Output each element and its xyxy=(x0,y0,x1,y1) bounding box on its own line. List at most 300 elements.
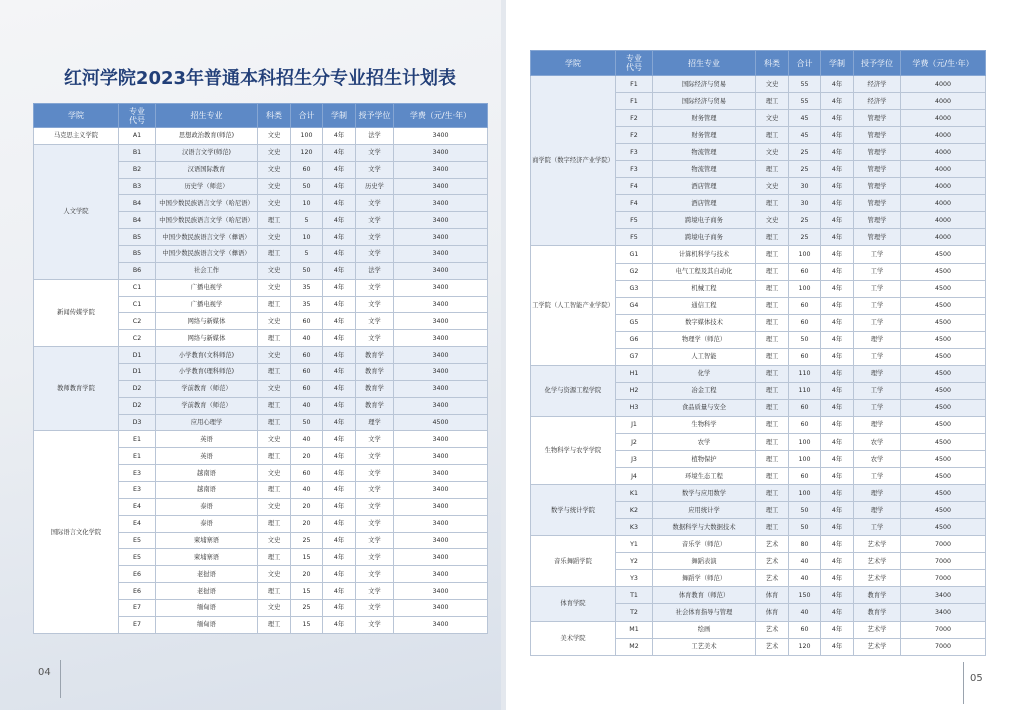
total-cell: 20 xyxy=(291,566,323,583)
duration-cell: 4年 xyxy=(323,448,356,465)
degree-cell: 文学 xyxy=(356,246,394,263)
total-cell: 30 xyxy=(789,195,821,212)
major-code-cell: G7 xyxy=(616,348,653,365)
total-cell: 60 xyxy=(291,380,323,397)
college-cell: 马克思主义学院 xyxy=(34,128,119,145)
category-cell: 理工 xyxy=(258,549,291,566)
major-code-cell: E6 xyxy=(119,583,156,600)
major-name-cell: 植物保护 xyxy=(653,451,756,468)
college-cell: 新闻传媒学院 xyxy=(34,279,119,346)
total-cell: 120 xyxy=(789,638,821,655)
major-name-cell: 生物科学 xyxy=(653,416,756,433)
degree-cell: 工学 xyxy=(854,280,901,297)
duration-cell: 4年 xyxy=(323,128,356,145)
tuition-cell: 3400 xyxy=(394,566,488,583)
category-cell: 文史 xyxy=(258,178,291,195)
major-code-cell: E5 xyxy=(119,549,156,566)
page-number-rule-right xyxy=(963,662,964,704)
college-cell: 教师教育学院 xyxy=(34,347,119,431)
duration-cell: 4年 xyxy=(323,532,356,549)
tuition-cell: 4000 xyxy=(901,178,986,195)
major-code-cell: F1 xyxy=(616,76,653,93)
major-code-cell: F2 xyxy=(616,110,653,127)
category-cell: 文史 xyxy=(258,498,291,515)
major-name-cell: 酒店管理 xyxy=(653,195,756,212)
duration-cell: 4年 xyxy=(323,465,356,482)
major-code-cell: E3 xyxy=(119,465,156,482)
degree-cell: 法学 xyxy=(356,128,394,145)
category-cell: 理工 xyxy=(756,382,789,399)
category-cell: 文史 xyxy=(258,566,291,583)
tuition-cell: 3400 xyxy=(394,144,488,161)
major-code-cell: F5 xyxy=(616,229,653,246)
duration-cell: 4年 xyxy=(323,229,356,246)
category-cell: 理工 xyxy=(756,297,789,314)
major-code-cell: E6 xyxy=(119,566,156,583)
total-cell: 25 xyxy=(789,161,821,178)
header-tuition: 学费（元/生·年） xyxy=(394,104,488,128)
major-name-cell: 社会体育指导与管理 xyxy=(653,604,756,621)
duration-cell: 4年 xyxy=(323,397,356,414)
degree-cell: 工学 xyxy=(854,382,901,399)
total-cell: 5 xyxy=(291,212,323,229)
category-cell: 文史 xyxy=(258,262,291,279)
degree-cell: 工学 xyxy=(854,399,901,416)
major-name-cell: 计算机科学与技术 xyxy=(653,246,756,263)
major-code-cell: F4 xyxy=(616,195,653,212)
tuition-cell: 3400 xyxy=(394,195,488,212)
duration-cell: 4年 xyxy=(323,279,356,296)
category-cell: 文史 xyxy=(756,144,789,161)
major-code-cell: G3 xyxy=(616,280,653,297)
major-code-cell: F1 xyxy=(616,93,653,110)
category-cell: 理工 xyxy=(756,331,789,348)
category-cell: 理工 xyxy=(756,416,789,433)
duration-cell: 4年 xyxy=(323,195,356,212)
major-name-cell: 跨境电子商务 xyxy=(653,229,756,246)
major-code-cell: F2 xyxy=(616,127,653,144)
total-cell: 55 xyxy=(789,76,821,93)
major-code-cell: G4 xyxy=(616,297,653,314)
tuition-cell: 3400 xyxy=(394,347,488,364)
major-name-cell: 小学教育(理科师范) xyxy=(156,364,258,381)
degree-cell: 历史学 xyxy=(356,178,394,195)
major-name-cell: 人工智能 xyxy=(653,348,756,365)
category-cell: 文史 xyxy=(258,195,291,212)
header-total: 合计 xyxy=(291,104,323,128)
total-cell: 55 xyxy=(789,93,821,110)
degree-cell: 教育学 xyxy=(356,347,394,364)
duration-cell: 4年 xyxy=(323,262,356,279)
tuition-cell: 4500 xyxy=(901,348,986,365)
major-code-cell: B1 xyxy=(119,144,156,161)
major-name-cell: 物理学（师范） xyxy=(653,331,756,348)
category-cell: 文史 xyxy=(258,313,291,330)
major-code-cell: J1 xyxy=(616,416,653,433)
duration-cell: 4年 xyxy=(323,414,356,431)
total-cell: 35 xyxy=(291,279,323,296)
major-name-cell: 中国少数民族语言文学（彝语） xyxy=(156,246,258,263)
category-cell: 理工 xyxy=(756,468,789,485)
table-row xyxy=(531,416,986,433)
major-name-cell: 应用统计学 xyxy=(653,502,756,519)
category-cell: 文史 xyxy=(258,347,291,364)
tuition-cell: 4500 xyxy=(901,433,986,450)
major-code-cell: E7 xyxy=(119,600,156,617)
tuition-cell: 4500 xyxy=(901,314,986,331)
duration-cell: 4年 xyxy=(323,246,356,263)
degree-cell: 文学 xyxy=(356,498,394,515)
header-category: 科类 xyxy=(258,104,291,128)
tuition-cell: 4000 xyxy=(901,212,986,229)
header-duration: 学制 xyxy=(821,51,854,76)
duration-cell: 4年 xyxy=(821,331,854,348)
major-code-cell: B2 xyxy=(119,161,156,178)
major-name-cell: 学前教育（师范） xyxy=(156,397,258,414)
tuition-cell: 3400 xyxy=(901,587,986,604)
category-cell: 文史 xyxy=(756,110,789,127)
category-cell: 理工 xyxy=(756,280,789,297)
duration-cell: 4年 xyxy=(323,364,356,381)
major-code-cell: C2 xyxy=(119,330,156,347)
category-cell: 理工 xyxy=(258,212,291,229)
tuition-cell: 4000 xyxy=(901,110,986,127)
total-cell: 45 xyxy=(789,127,821,144)
category-cell: 体育 xyxy=(756,587,789,604)
category-cell: 文史 xyxy=(756,212,789,229)
category-cell: 理工 xyxy=(756,485,789,502)
degree-cell: 艺术学 xyxy=(854,621,901,638)
major-name-cell: 电气工程及其自动化 xyxy=(653,263,756,280)
major-name-cell: 财务管理 xyxy=(653,110,756,127)
duration-cell: 4年 xyxy=(323,178,356,195)
major-name-cell: 中国少数民族语言文学（彝语） xyxy=(156,229,258,246)
major-code-cell: E1 xyxy=(119,431,156,448)
total-cell: 100 xyxy=(291,128,323,145)
major-name-cell: 数学与应用数学 xyxy=(653,485,756,502)
duration-cell: 4年 xyxy=(323,600,356,617)
total-cell: 60 xyxy=(291,465,323,482)
major-name-cell: 网络与新媒体 xyxy=(156,313,258,330)
major-name-cell: 广播电视学 xyxy=(156,296,258,313)
major-name-cell: 舞蹈学（师范） xyxy=(653,570,756,587)
tuition-cell: 3400 xyxy=(394,397,488,414)
degree-cell: 文学 xyxy=(356,229,394,246)
major-code-cell: Y3 xyxy=(616,570,653,587)
total-cell: 50 xyxy=(789,502,821,519)
tuition-cell: 4500 xyxy=(901,365,986,382)
tuition-cell: 3400 xyxy=(394,380,488,397)
degree-cell: 文学 xyxy=(356,195,394,212)
major-name-cell: 社会工作 xyxy=(156,262,258,279)
duration-cell: 4年 xyxy=(821,212,854,229)
major-name-cell: 跨境电子商务 xyxy=(653,212,756,229)
total-cell: 60 xyxy=(789,348,821,365)
category-cell: 文史 xyxy=(258,128,291,145)
header-category: 科类 xyxy=(756,51,789,76)
total-cell: 40 xyxy=(291,431,323,448)
category-cell: 文史 xyxy=(258,465,291,482)
major-name-cell: 泰语 xyxy=(156,515,258,532)
header-degree: 授予学位 xyxy=(356,104,394,128)
major-name-cell: 柬埔寨语 xyxy=(156,549,258,566)
major-code-cell: E1 xyxy=(119,448,156,465)
tuition-cell: 4000 xyxy=(901,76,986,93)
total-cell: 40 xyxy=(789,553,821,570)
tuition-cell: 4000 xyxy=(901,127,986,144)
header-major-code: 专业 代号 xyxy=(119,104,156,128)
duration-cell: 4年 xyxy=(821,348,854,365)
category-cell: 理工 xyxy=(756,365,789,382)
degree-cell: 管理学 xyxy=(854,178,901,195)
total-cell: 40 xyxy=(291,397,323,414)
major-code-cell: A1 xyxy=(119,128,156,145)
major-name-cell: 绘画 xyxy=(653,621,756,638)
major-name-cell: 柬埔寨语 xyxy=(156,532,258,549)
category-cell: 理工 xyxy=(756,246,789,263)
duration-cell: 4年 xyxy=(821,178,854,195)
category-cell: 理工 xyxy=(258,616,291,633)
degree-cell: 教育学 xyxy=(356,364,394,381)
duration-cell: 4年 xyxy=(323,380,356,397)
major-code-cell: J4 xyxy=(616,468,653,485)
page-number-left: 04 xyxy=(38,667,51,678)
major-code-cell: J3 xyxy=(616,451,653,468)
tuition-cell: 7000 xyxy=(901,638,986,655)
degree-cell: 理学 xyxy=(854,365,901,382)
major-code-cell: T2 xyxy=(616,604,653,621)
degree-cell: 文学 xyxy=(356,583,394,600)
duration-cell: 4年 xyxy=(821,297,854,314)
major-code-cell: B6 xyxy=(119,262,156,279)
total-cell: 100 xyxy=(789,246,821,263)
total-cell: 20 xyxy=(291,448,323,465)
tuition-cell: 7000 xyxy=(901,621,986,638)
major-name-cell: 食品质量与安全 xyxy=(653,399,756,416)
degree-cell: 文学 xyxy=(356,482,394,499)
total-cell: 20 xyxy=(291,515,323,532)
major-code-cell: E4 xyxy=(119,515,156,532)
tuition-cell: 3400 xyxy=(394,431,488,448)
major-code-cell: F3 xyxy=(616,161,653,178)
major-code-cell: B5 xyxy=(119,229,156,246)
degree-cell: 工学 xyxy=(854,314,901,331)
major-code-cell: C1 xyxy=(119,279,156,296)
category-cell: 艺术 xyxy=(756,638,789,655)
major-code-cell: D2 xyxy=(119,380,156,397)
category-cell: 理工 xyxy=(258,364,291,381)
total-cell: 40 xyxy=(291,482,323,499)
major-name-cell: 广播电视学 xyxy=(156,279,258,296)
tuition-cell: 3400 xyxy=(394,246,488,263)
major-name-cell: 小学教育(文科师范) xyxy=(156,347,258,364)
degree-cell: 文学 xyxy=(356,448,394,465)
category-cell: 理工 xyxy=(258,583,291,600)
duration-cell: 4年 xyxy=(323,549,356,566)
major-name-cell: 国际经济与贸易 xyxy=(653,93,756,110)
total-cell: 15 xyxy=(291,616,323,633)
total-cell: 25 xyxy=(291,532,323,549)
major-name-cell: 农学 xyxy=(653,433,756,450)
degree-cell: 工学 xyxy=(854,519,901,536)
tuition-cell: 4500 xyxy=(901,502,986,519)
total-cell: 60 xyxy=(789,263,821,280)
major-name-cell: 物流管理 xyxy=(653,144,756,161)
total-cell: 50 xyxy=(789,519,821,536)
total-cell: 60 xyxy=(789,297,821,314)
degree-cell: 工学 xyxy=(854,246,901,263)
header-major: 招生专业 xyxy=(156,104,258,128)
duration-cell: 4年 xyxy=(821,485,854,502)
category-cell: 理工 xyxy=(756,348,789,365)
duration-cell: 4年 xyxy=(821,110,854,127)
degree-cell: 工学 xyxy=(854,263,901,280)
tuition-cell: 3400 xyxy=(394,313,488,330)
table-row xyxy=(531,365,986,382)
duration-cell: 4年 xyxy=(821,570,854,587)
tuition-cell: 4500 xyxy=(901,399,986,416)
category-cell: 理工 xyxy=(258,330,291,347)
degree-cell: 文学 xyxy=(356,212,394,229)
major-name-cell: 应用心理学 xyxy=(156,414,258,431)
duration-cell: 4年 xyxy=(821,468,854,485)
major-name-cell: 音乐学（师范） xyxy=(653,536,756,553)
total-cell: 60 xyxy=(789,416,821,433)
total-cell: 80 xyxy=(789,536,821,553)
degree-cell: 教育学 xyxy=(854,604,901,621)
category-cell: 理工 xyxy=(756,161,789,178)
tuition-cell: 3400 xyxy=(394,583,488,600)
total-cell: 50 xyxy=(291,262,323,279)
duration-cell: 4年 xyxy=(821,127,854,144)
total-cell: 40 xyxy=(789,570,821,587)
enrollment-plan-table-left xyxy=(33,103,488,634)
degree-cell: 管理学 xyxy=(854,212,901,229)
degree-cell: 管理学 xyxy=(854,144,901,161)
category-cell: 艺术 xyxy=(756,570,789,587)
major-name-cell: 数字媒体技术 xyxy=(653,314,756,331)
major-name-cell: 汉语言文学(师范) xyxy=(156,144,258,161)
total-cell: 60 xyxy=(291,161,323,178)
tuition-cell: 4500 xyxy=(901,280,986,297)
major-code-cell: C1 xyxy=(119,296,156,313)
major-code-cell: Y1 xyxy=(616,536,653,553)
major-name-cell: 机械工程 xyxy=(653,280,756,297)
duration-cell: 4年 xyxy=(323,144,356,161)
tuition-cell: 4500 xyxy=(901,382,986,399)
tuition-cell: 3400 xyxy=(394,616,488,633)
major-name-cell: 舞蹈表演 xyxy=(653,553,756,570)
duration-cell: 4年 xyxy=(323,313,356,330)
major-code-cell: E7 xyxy=(119,616,156,633)
major-name-cell: 缅甸语 xyxy=(156,600,258,617)
duration-cell: 4年 xyxy=(821,587,854,604)
tuition-cell: 3400 xyxy=(394,330,488,347)
total-cell: 40 xyxy=(291,330,323,347)
category-cell: 理工 xyxy=(756,127,789,144)
tuition-cell: 4000 xyxy=(901,93,986,110)
page-title: 红河学院2023年普通本科招生分专业招生计划表 xyxy=(63,68,457,89)
table-row xyxy=(531,76,986,93)
category-cell: 理工 xyxy=(756,433,789,450)
major-name-cell: 体育教育（师范） xyxy=(653,587,756,604)
category-cell: 理工 xyxy=(258,482,291,499)
degree-cell: 艺术学 xyxy=(854,536,901,553)
duration-cell: 4年 xyxy=(323,330,356,347)
tuition-cell: 3400 xyxy=(394,448,488,465)
major-code-cell: B4 xyxy=(119,195,156,212)
major-name-cell: 国际经济与贸易 xyxy=(653,76,756,93)
tuition-cell: 4500 xyxy=(901,519,986,536)
total-cell: 25 xyxy=(789,229,821,246)
major-name-cell: 工艺美术 xyxy=(653,638,756,655)
table-row xyxy=(531,621,986,638)
duration-cell: 4年 xyxy=(323,583,356,600)
tuition-cell: 4000 xyxy=(901,161,986,178)
total-cell: 60 xyxy=(291,364,323,381)
duration-cell: 4年 xyxy=(821,246,854,263)
category-cell: 理工 xyxy=(756,399,789,416)
major-name-cell: 财务管理 xyxy=(653,127,756,144)
major-name-cell: 酒店管理 xyxy=(653,178,756,195)
table-header-row xyxy=(34,104,488,128)
major-code-cell: F4 xyxy=(616,178,653,195)
category-cell: 文史 xyxy=(756,178,789,195)
degree-cell: 教育学 xyxy=(356,397,394,414)
major-code-cell: D3 xyxy=(119,414,156,431)
total-cell: 60 xyxy=(789,621,821,638)
major-name-cell: 冶金工程 xyxy=(653,382,756,399)
table-header-row xyxy=(531,51,986,76)
category-cell: 文史 xyxy=(258,144,291,161)
degree-cell: 文学 xyxy=(356,616,394,633)
header-major-code: 专业 代号 xyxy=(616,51,653,76)
major-name-cell: 物流管理 xyxy=(653,161,756,178)
tuition-cell: 3400 xyxy=(394,600,488,617)
header-major: 招生专业 xyxy=(653,51,756,76)
table-row xyxy=(34,431,488,448)
tuition-cell: 3400 xyxy=(394,212,488,229)
degree-cell: 管理学 xyxy=(854,195,901,212)
category-cell: 文史 xyxy=(756,76,789,93)
category-cell: 艺术 xyxy=(756,553,789,570)
duration-cell: 4年 xyxy=(821,314,854,331)
duration-cell: 4年 xyxy=(821,382,854,399)
major-code-cell: M1 xyxy=(616,621,653,638)
table-row xyxy=(531,587,986,604)
header-college: 学院 xyxy=(34,104,119,128)
major-code-cell: G6 xyxy=(616,331,653,348)
category-cell: 理工 xyxy=(756,263,789,280)
major-name-cell: 老挝语 xyxy=(156,566,258,583)
category-cell: 理工 xyxy=(258,397,291,414)
major-code-cell: D1 xyxy=(119,364,156,381)
total-cell: 60 xyxy=(789,314,821,331)
total-cell: 50 xyxy=(291,178,323,195)
total-cell: 110 xyxy=(789,365,821,382)
category-cell: 文史 xyxy=(258,229,291,246)
major-code-cell: D2 xyxy=(119,397,156,414)
degree-cell: 农学 xyxy=(854,433,901,450)
total-cell: 120 xyxy=(291,144,323,161)
degree-cell: 教育学 xyxy=(854,587,901,604)
table-row xyxy=(34,347,488,364)
duration-cell: 4年 xyxy=(821,621,854,638)
tuition-cell: 3400 xyxy=(901,604,986,621)
degree-cell: 理学 xyxy=(854,331,901,348)
tuition-cell: 4500 xyxy=(901,416,986,433)
tuition-cell: 3400 xyxy=(394,161,488,178)
